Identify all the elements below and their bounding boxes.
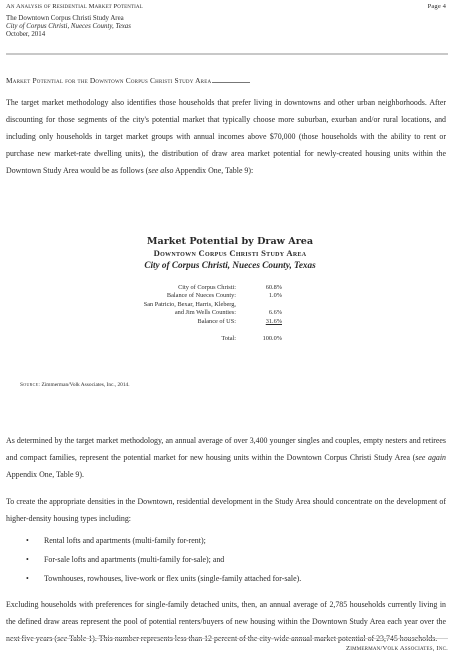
bullet-icon: • <box>26 574 29 583</box>
table-row <box>40 301 340 309</box>
row-value: 31.6% <box>265 317 282 325</box>
table-row <box>40 284 340 292</box>
row-label: City of Corpus Christi: <box>178 284 236 291</box>
housing-types-list <box>22 531 301 588</box>
row-label: Balance of Nueces County: <box>166 292 236 300</box>
list-item <box>22 550 301 569</box>
table-row <box>40 318 340 326</box>
list-item-text: Rental lofts and apartments (multi-family for-rent); <box>44 536 206 545</box>
paragraph-excluding <box>6 596 446 647</box>
total-label: Total: <box>221 334 236 342</box>
paragraph-methodology-text: As determined by the target market methodology, an annual average of over 3,400 younger singles and couples, empty nesters and retirees and compact families, represent the potential market for new housing units within the Downtown Corpus Christi Study Area ( <box>6 436 446 463</box>
paragraph-methodology-tail: Appendix One, Table 9). <box>6 470 84 480</box>
row-label: and Jim Wells Counties: <box>174 309 236 317</box>
report-date: October, 2014 <box>6 31 46 39</box>
row-value: 6.6% <box>268 309 282 317</box>
report-location: City of Corpus Christi, Nueces County, Texas <box>6 23 131 31</box>
section-heading <box>6 76 250 85</box>
running-header <box>6 3 446 13</box>
table-title-block <box>60 236 400 271</box>
paragraph-densities: To create the appropriate densities in the Downtown, residential development in the Study Area should concentrate on the development of higher-density housing types including: <box>6 497 446 524</box>
table-source <box>20 382 130 388</box>
list-item <box>22 531 301 550</box>
header-divider <box>6 53 448 55</box>
table-title: Market Potential by Draw Area <box>146 236 314 247</box>
list-item-text: For-sale lofts and apartments (multi-family for-sale); and <box>44 555 225 564</box>
total-value: 100.0% <box>262 334 282 342</box>
heading-underline <box>212 82 250 83</box>
page-number: Page 4 <box>427 3 446 10</box>
see-ref: see <box>57 634 68 644</box>
paragraph-intro-tail: Appendix One, Table 9): <box>173 166 254 176</box>
list-item-text: Townhouses, rowhouses, live-work or flex units (single-family attached for-sale). <box>44 574 302 583</box>
see-also-ref: see also <box>148 166 174 176</box>
row-value: 60.8% <box>265 284 282 291</box>
row-label: Balance of US: <box>197 317 236 325</box>
bullet-icon: • <box>26 555 29 564</box>
table-row <box>40 292 340 300</box>
table-total-row <box>40 335 340 343</box>
source-label: Source: <box>20 382 41 388</box>
see-again-ref: see again <box>415 453 446 463</box>
table-subtitle: Downtown Corpus Christi Study Area <box>153 248 307 258</box>
table-location: City of Corpus Christi, Nueces County, Texas <box>144 260 316 270</box>
footer-divider <box>6 638 448 639</box>
row-label: San Patricio, Bexar, Harris, Kleberg, <box>143 300 236 308</box>
paragraph-intro-text: The target market methodology also identifies those households that prefer living in downtowns and other urban neighborhoods. After discounting for those segments of the city's potential market that typically choose more suburban, exurban and/or rural locations, and including only households in target market groups with annual incomes above $70,000 (those households with the ability to rent or purchase new market-rate dwelling units), the distribution of draw area market potential for newly-created housing units within the Downtown Study Area would be as follows ( <box>6 98 446 176</box>
paragraph-excluding-text: Excluding households with preferences for single-family detached units, then, an annual average of 2,785 households currently living in the defined draw areas represent the pool of potential renters/buyers of new housing within the Downtown Study Area each year over the next five years ( <box>6 600 446 644</box>
footer-firm: Zimmerman/Volk Associates, Inc. <box>346 645 448 652</box>
row-value: 1.0% <box>268 292 282 300</box>
report-subtitle-block <box>6 15 131 40</box>
paragraph-methodology <box>6 432 446 483</box>
report-subtitle: The Downtown Corpus Christi Study Area <box>6 15 124 22</box>
list-item <box>22 569 301 588</box>
paragraph-excluding-tail: Table 1). This number represents less than 12 percent of the city-wide annual market potential of 23,745 households. <box>67 634 438 644</box>
table-row <box>40 309 340 317</box>
bullet-icon: • <box>26 536 29 545</box>
section-heading-text: Market Potential for the Downtown Corpus Christi Study Area <box>6 76 212 85</box>
paragraph-intro <box>6 94 446 179</box>
draw-area-table <box>40 284 340 343</box>
running-title: An Analysis of Residential Market Potential <box>6 3 143 10</box>
source-text: Zimmerman/Volk Associates, Inc., 2014. <box>41 382 130 388</box>
